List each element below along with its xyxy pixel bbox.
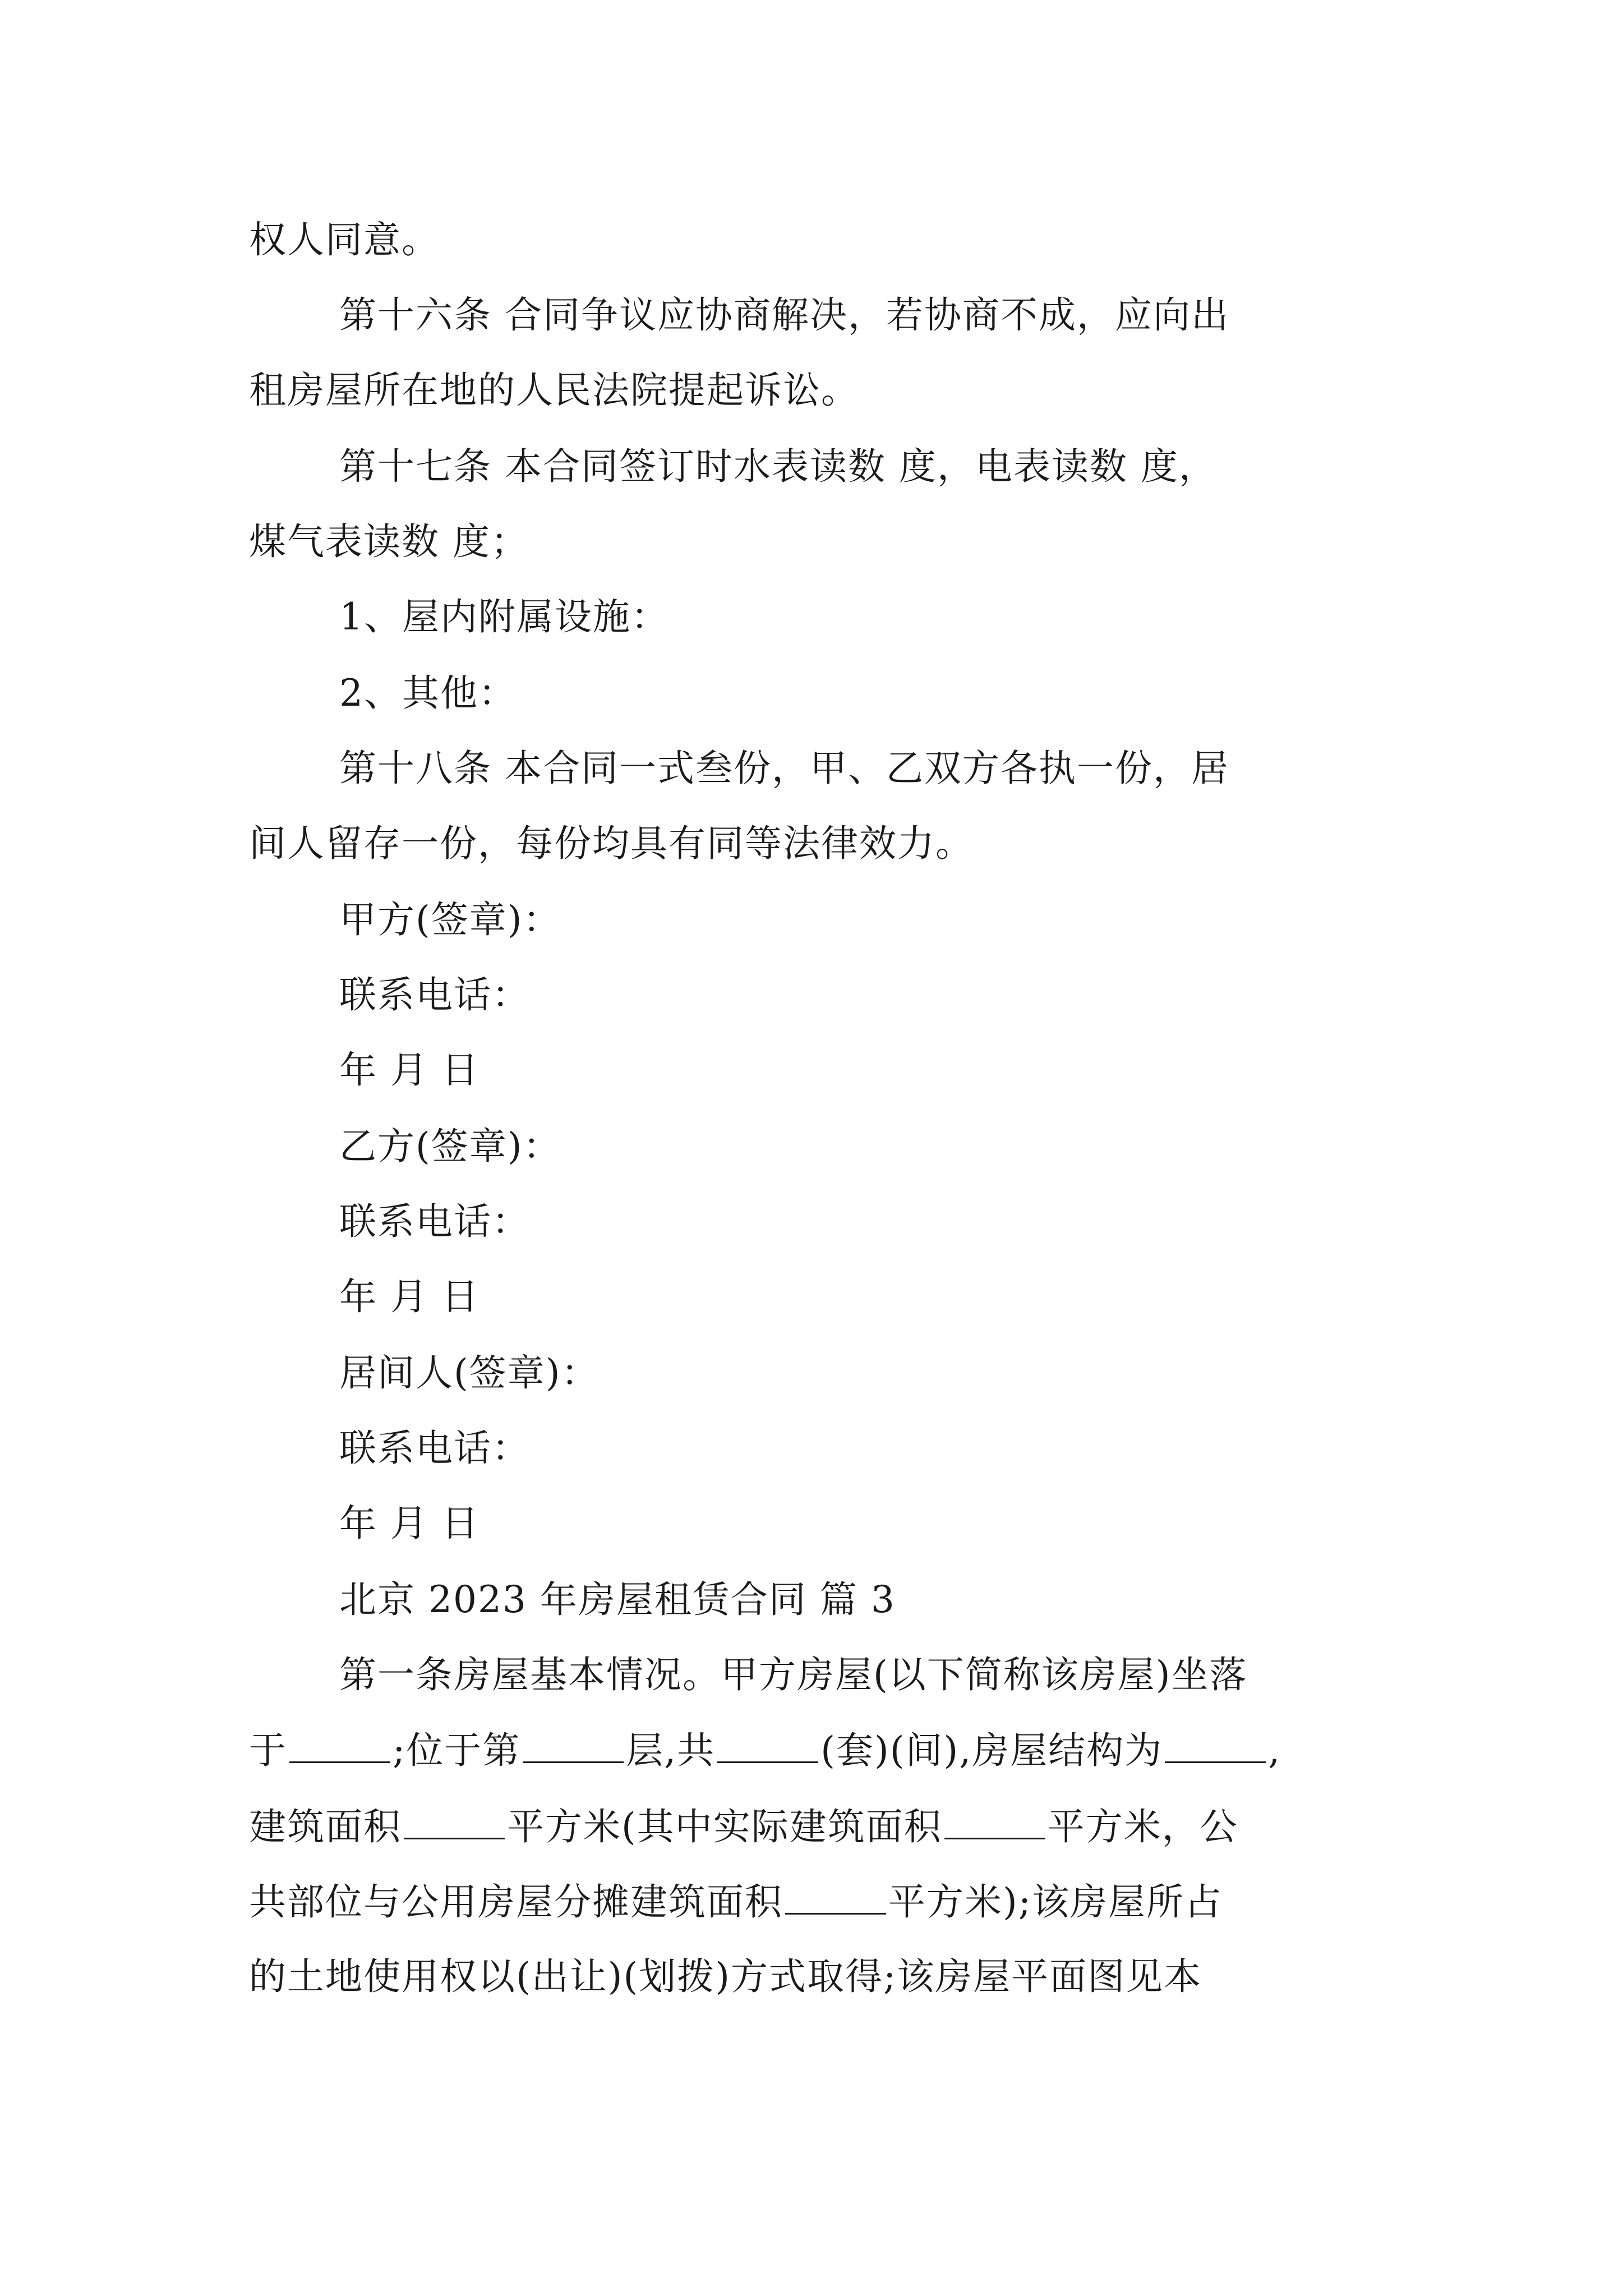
fill-in-blank (944, 1804, 1045, 1839)
text-segment: 层,共 (626, 1729, 716, 1772)
party-b-signature: 乙方(签章)： (339, 1125, 561, 1168)
article-16-line-1: 第十六条 合同争议应协商解决，若协商不成，应向出 (339, 293, 1229, 337)
text-segment: 平方米(其中实际建筑面积 (507, 1805, 942, 1848)
text-segment: 共部位与公用房屋分摊建筑面积 (249, 1880, 783, 1924)
article-1-line-1: 第一条房屋基本情况。甲方房屋(以下简称该房屋)坐落 (339, 1653, 1248, 1696)
article-1-line-2 (249, 1728, 1281, 1773)
list-item: 2、其他： (339, 671, 517, 715)
party-a-phone: 联系电话： (339, 973, 530, 1016)
fill-in-blank (1165, 1728, 1266, 1763)
article-18-line-1: 第十八条 本合同一式叁份，甲、乙双方各执一份，居 (339, 747, 1229, 790)
text-line: 权人同意。 (249, 218, 440, 261)
fill-in-blank (785, 1879, 886, 1915)
text-segment: 于 (249, 1729, 287, 1772)
text-segment: (套)(间),房屋结构为 (820, 1729, 1163, 1772)
party-a-date: 年 月 日 (339, 1048, 479, 1092)
article-17-line-2: 煤气表读数 度； (249, 520, 529, 563)
intermediary-phone: 联系电话： (339, 1427, 530, 1470)
article-1-line-4 (249, 1879, 1223, 1925)
text-segment: , (1268, 1729, 1281, 1772)
article-1-line-3 (249, 1804, 1238, 1849)
fill-in-blank (717, 1728, 818, 1763)
party-a-signature: 甲方(签章)： (339, 898, 561, 941)
list-item: 1、屋内附属设施： (339, 595, 669, 638)
article-17-line-1: 第十七条 本合同签订时水表读数 度，电表读数 度， (339, 445, 1217, 488)
section-title: 北京 2023 年房屋租赁合同 篇 3 (339, 1578, 896, 1621)
intermediary-date: 年 月 日 (339, 1502, 479, 1545)
intermediary-signature: 居间人(签章)： (339, 1351, 600, 1395)
article-18-line-2: 间人留存一份，每份均具有同等法律效力。 (249, 822, 974, 865)
article-1-line-5: 的土地使用权以(出让)(划拨)方式取得;该房屋平面图见本 (249, 1955, 1202, 1998)
fill-in-blank (523, 1728, 624, 1763)
article-16-line-2: 租房屋所在地的人民法院提起诉讼。 (249, 369, 859, 412)
text-segment: 建筑面积 (249, 1805, 402, 1848)
party-b-date: 年 月 日 (339, 1275, 479, 1318)
fill-in-blank (289, 1728, 390, 1763)
text-segment: 平方米，公 (1047, 1805, 1238, 1848)
fill-in-blank (404, 1804, 505, 1839)
text-segment: ;位于第 (393, 1729, 521, 1772)
text-segment: 平方米);该房屋所占 (888, 1880, 1223, 1924)
party-b-phone: 联系电话： (339, 1200, 530, 1243)
